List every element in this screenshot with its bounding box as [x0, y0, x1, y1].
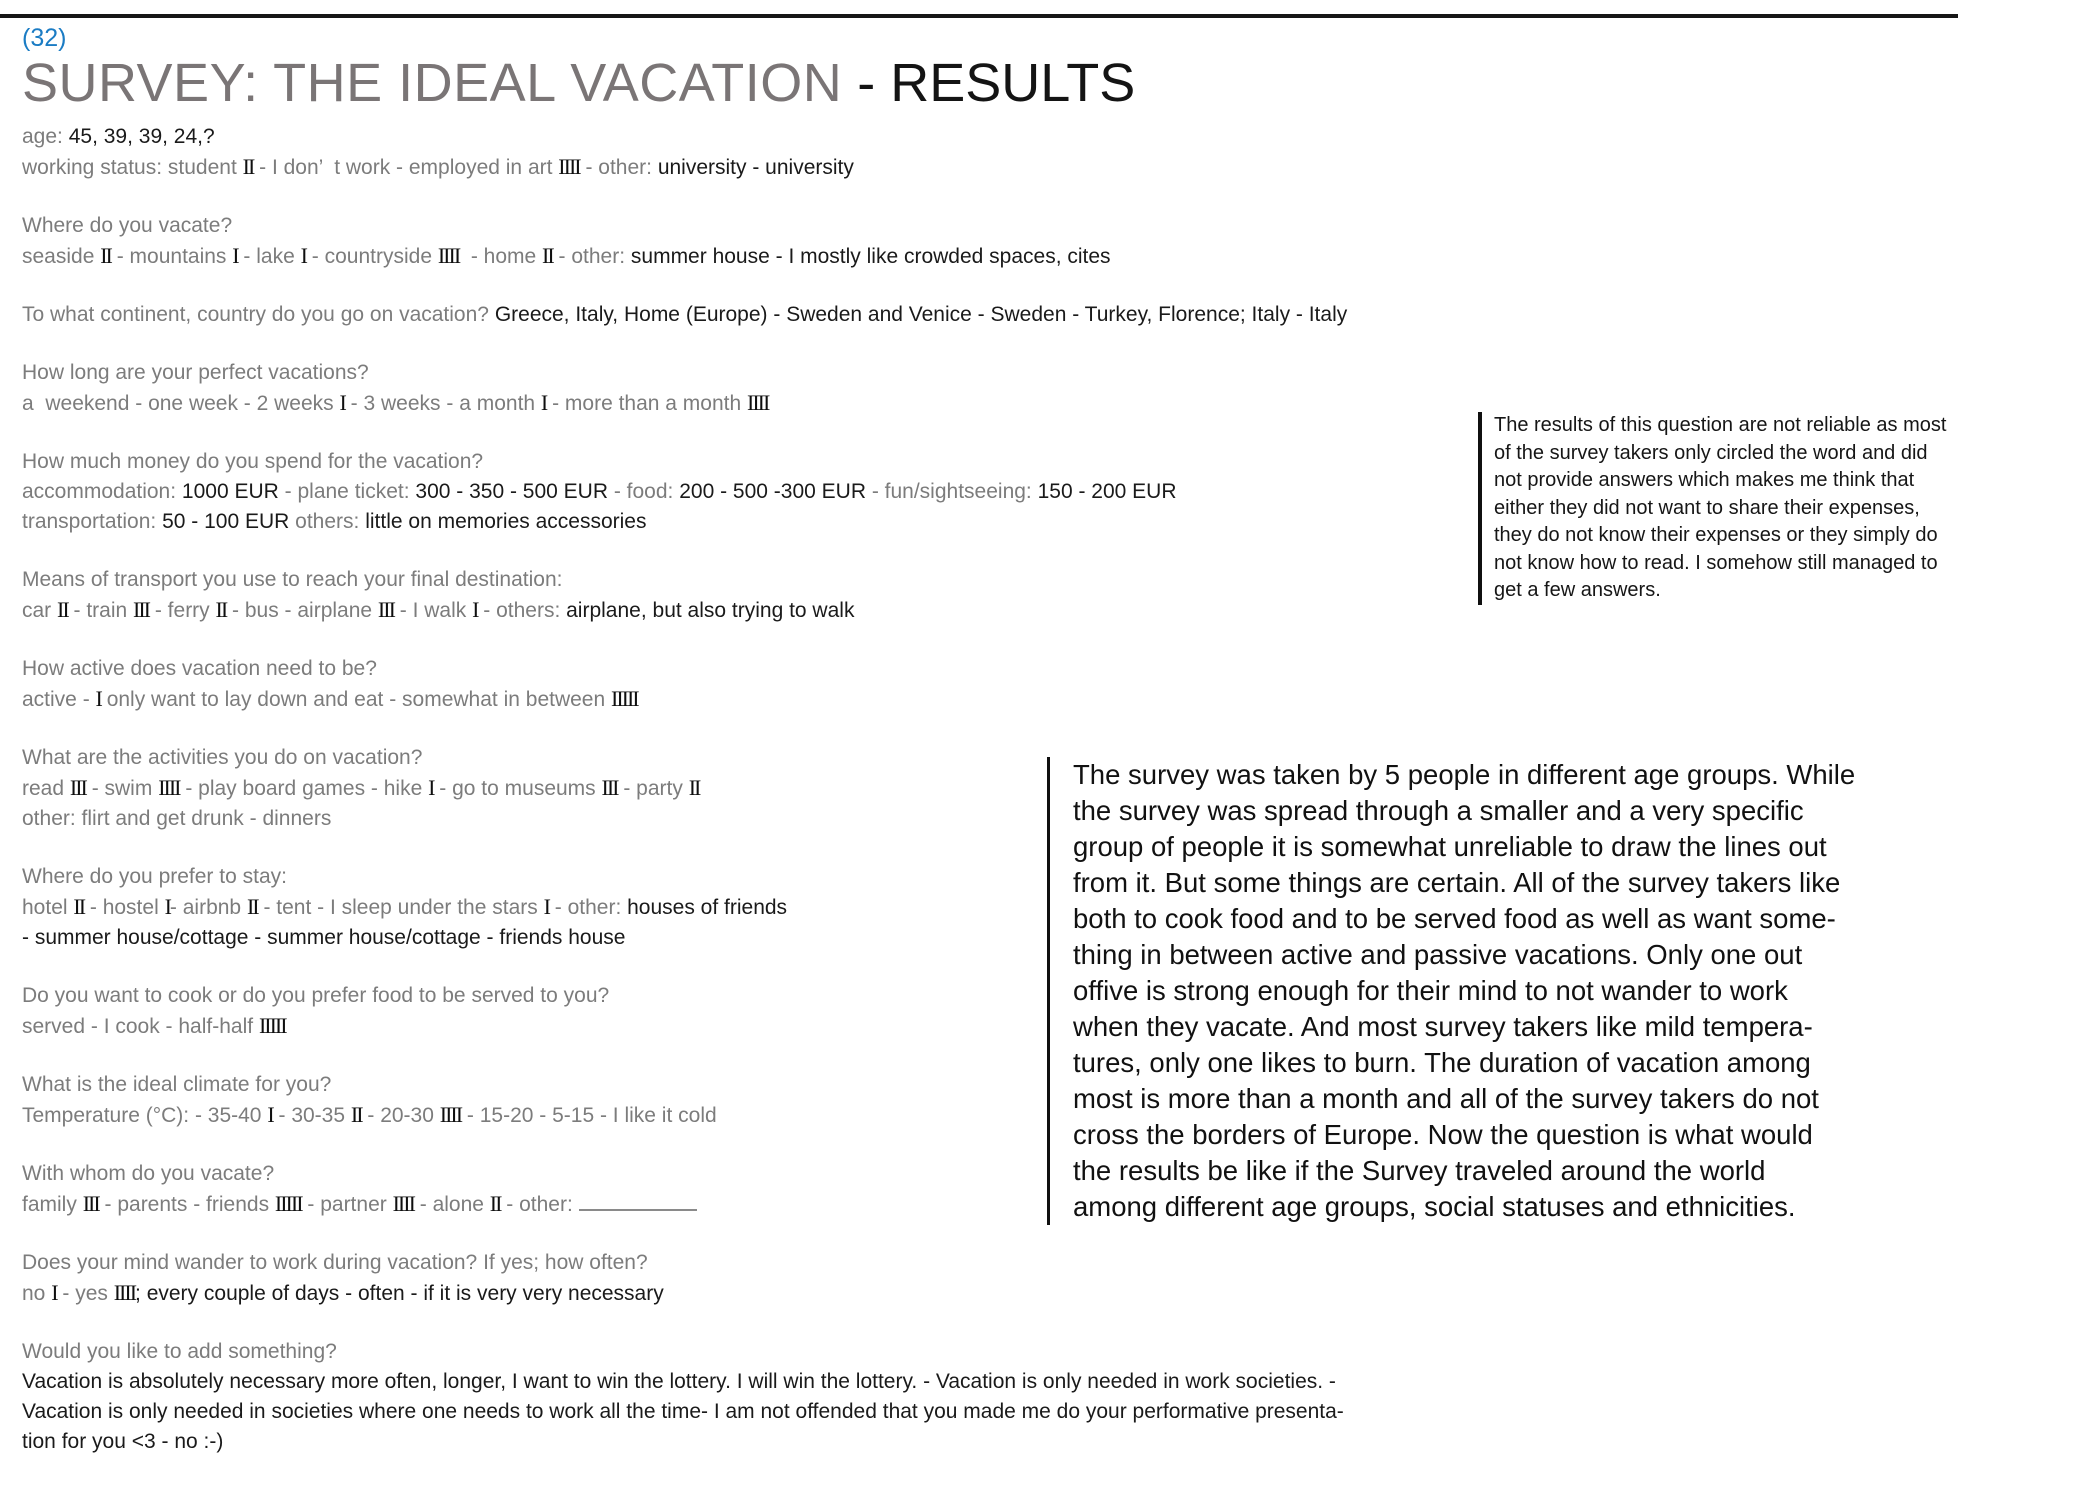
analysis-line: from it. But some things are certain. All of the survey takers like [1073, 867, 1841, 898]
text-segment-black: little on memories accessories [365, 510, 647, 533]
tally-marks: IIIII [258, 1013, 286, 1038]
survey-section [22, 447, 1482, 537]
survey-section [22, 1337, 1482, 1457]
text-segment-gray: Means of transport you use to reach your final destination: [22, 568, 563, 591]
tally-marks: I [540, 390, 547, 415]
page-title-results: - RESULTS [842, 53, 1136, 113]
tally-marks: II [688, 775, 700, 800]
page-number: (32) [22, 24, 67, 52]
text-segment-gray: - yes [56, 1282, 114, 1305]
tally-marks: III [82, 1191, 99, 1216]
text-segment-black: Greece, Italy, Home (Europe) - Sweden and Venice - Sweden - Turkey, Florence; Italy - Italy [494, 303, 1348, 326]
text-segment-gray: - lake [237, 245, 301, 268]
tally-marks: IIII [747, 390, 769, 415]
tally-marks: III [69, 775, 86, 800]
survey-line [22, 358, 1482, 388]
text-segment-gray: transportation: [22, 510, 163, 533]
text-segment-black: 150 - 200 EUR [1037, 480, 1177, 503]
text-segment-gray: - others: [477, 599, 567, 622]
text-segment-gray: - alone [413, 1193, 490, 1216]
tally-marks: I [472, 597, 478, 622]
note-line: either they did not want to share their expenses, [1494, 496, 1920, 519]
text-segment-black: ; every couple of days - often - if it is very very necessary [135, 1282, 664, 1305]
text-segment-gray: - I don’ t work - employed in art [253, 156, 559, 179]
text-segment-gray: How long are your perfect vacations? [22, 361, 369, 384]
text-segment-gray: - other: [500, 1193, 579, 1216]
analysis-line: offive is strong enough for their mind to not wander to work [1073, 975, 1788, 1006]
tally-marks: III [377, 597, 394, 622]
survey-section [22, 1248, 1482, 1309]
survey-line [22, 300, 1482, 330]
tally-marks: IIII [439, 1102, 462, 1127]
text-segment-gray: read [22, 777, 70, 800]
text-segment-gray: - 3 weeks - a month [344, 392, 541, 415]
tally-marks: II [215, 597, 227, 622]
text-segment-gray: - countryside [305, 245, 438, 268]
text-segment-black: summer house - I mostly like crowded spaces, cites [630, 245, 1111, 268]
text-segment-gray: Where do you vacate? [22, 214, 233, 237]
analysis-line: The survey was taken by 5 people in different age groups. While [1073, 759, 1856, 790]
text-segment-gray: active - [22, 688, 96, 711]
text-segment-gray: - go to museums [433, 777, 602, 800]
text-segment-black: 45, 39, 39, 24,? [68, 125, 215, 148]
tally-marks: IIII [392, 1191, 414, 1216]
survey-section [22, 300, 1482, 330]
text-segment-gray: - I walk [393, 599, 473, 622]
text-segment-gray: - airbnb [169, 896, 247, 919]
text-segment-gray: hotel [22, 896, 74, 919]
text-segment-gray: - play board games - hike [179, 777, 429, 800]
top-divider-rule [0, 14, 1958, 18]
text-segment-gray: - hostel [84, 896, 165, 919]
text-segment-gray: - swim [85, 777, 159, 800]
analysis-paragraph [1047, 757, 1855, 1225]
survey-line [22, 1278, 1482, 1309]
text-segment-gray: - parents - friends [98, 1193, 275, 1216]
tally-marks: IIII [113, 1280, 136, 1305]
note-line: not provide answers which makes me think that [1494, 469, 1915, 491]
note-line: they do not know their expenses or they simply do [1494, 524, 1938, 546]
text-segment-black: tion for you <3 - no :-) [22, 1430, 224, 1453]
tally-marks: I [543, 894, 549, 919]
text-segment-gray: other: flirt and get drunk - dinners [22, 807, 332, 830]
tally-marks: II [489, 1191, 501, 1216]
main-column [22, 24, 1482, 1485]
tally-marks: III [601, 775, 618, 800]
survey-line [22, 654, 1482, 684]
text-segment-gray: no [22, 1282, 52, 1305]
text-segment-gray: - partner [301, 1193, 393, 1216]
text-segment-gray: - ferry [149, 599, 216, 622]
survey-line [22, 684, 1482, 715]
text-segment-gray: - 30-35 [272, 1104, 351, 1127]
analysis-line: the results be like if the Survey traveled around the world [1073, 1155, 1766, 1186]
tally-marks: III [133, 597, 150, 622]
text-segment-black: Vacation is only needed in societies where one needs to work all the time- I am not offended that you made me do your performative presenta- [22, 1400, 1344, 1423]
text-segment-gray: only want to lay down and eat - somewhat in between [100, 688, 611, 711]
tally-marks: I [232, 243, 238, 268]
text-segment-gray: - other: [552, 245, 631, 268]
text-segment-gray: - more than a month [546, 392, 748, 415]
tally-marks: IIIII [274, 1191, 302, 1216]
survey-section [22, 654, 1482, 715]
survey-line [22, 595, 1482, 626]
text-segment-gray: - mountains [110, 245, 233, 268]
survey-line [22, 241, 1482, 272]
text-segment-gray: How active does vacation need to be? [22, 657, 377, 680]
text-segment-gray: others: [295, 510, 366, 533]
tally-marks: II [542, 243, 553, 268]
analysis-line: group of people it is somewhat unreliable to draw the lines out [1073, 831, 1827, 862]
survey-section [22, 565, 1482, 626]
text-segment-gray: Where do you prefer to stay: [22, 865, 287, 888]
tally-marks: I [164, 894, 170, 919]
tally-marks: I [300, 243, 306, 268]
text-segment-gray: - 20-30 [361, 1104, 440, 1127]
survey-section [22, 211, 1482, 272]
text-segment-gray: Do you want to cook or do you prefer food to be served to you? [22, 984, 610, 1007]
tally-marks: I [428, 775, 434, 800]
analysis-line: cross the borders of Europe. Now the question is what would [1073, 1119, 1813, 1150]
text-segment-black: university - university [657, 156, 854, 179]
tally-marks: I [95, 686, 101, 711]
text-segment-black: 50 - 100 EUR [162, 510, 296, 533]
text-segment-gray: - other: [548, 896, 628, 919]
survey-line [22, 1248, 1482, 1278]
survey-line [22, 1397, 1482, 1427]
page-title-survey: SURVEY: THE IDEAL VACATION [22, 53, 843, 113]
text-segment-gray: - food: [613, 480, 680, 503]
text-segment-gray: accommodation: [22, 480, 182, 503]
tally-marks: IIII [158, 775, 180, 800]
text-segment-black: Vacation is absolutely necessary more often, longer, I want to win the lottery. I will win the lottery. - Vacation is only needed in work societies. - [22, 1370, 1336, 1393]
tally-marks: I [339, 390, 345, 415]
text-segment-gray: car [22, 599, 58, 622]
margin-note-expenses [1478, 412, 1946, 605]
survey-line [22, 1367, 1482, 1397]
text-segment-gray: served - I cook - half-half [22, 1015, 259, 1038]
text-segment-gray: - party [617, 777, 689, 800]
text-segment-gray: - fun/sightseeing: [871, 480, 1038, 503]
text-segment-gray: Would you like to add something? [22, 1340, 337, 1363]
text-segment-gray: Does your mind wander to work during vacation? If yes; how often? [22, 1251, 648, 1274]
text-segment-gray: - plane ticket: [284, 480, 416, 503]
analysis-line: most is more than a month and all of the survey takers do not [1073, 1083, 1819, 1114]
tally-marks: II [57, 597, 68, 622]
note-line: get a few answers. [1494, 579, 1661, 601]
text-segment-gray: To what continent, country do you go on vacation? [22, 303, 495, 326]
page-title [22, 52, 1482, 114]
text-segment-gray: - other: [579, 156, 658, 179]
survey-line [22, 565, 1482, 595]
tally-marks: IIIII [611, 686, 638, 711]
survey-section [22, 122, 1482, 183]
tally-marks: IIII [558, 154, 580, 179]
text-segment-gray: - train [67, 599, 134, 622]
text-segment-gray: With whom do you vacate? [22, 1162, 275, 1185]
note-line: not know how to read. I somehow still managed to [1494, 551, 1938, 574]
analysis-line: tures, only one likes to burn. The duration of vacation among [1073, 1047, 1811, 1078]
note-line: of the survey takers only circled the word and did [1494, 441, 1928, 464]
survey-line [22, 388, 1482, 419]
text-segment-gray: - home [459, 245, 543, 268]
text-segment-black: - summer house/cottage - summer house/cottage - friends house [22, 926, 626, 949]
tally-marks: II [73, 894, 85, 919]
tally-marks: II [350, 1102, 362, 1127]
text-segment-black: 1000 EUR [181, 480, 285, 503]
text-segment-gray: family [22, 1193, 83, 1216]
text-segment-gray: - bus - airplane [226, 599, 378, 622]
text-segment-gray: age: [22, 125, 69, 148]
text-segment-gray: - 15-20 - 5-15 - I like it cold [461, 1104, 717, 1127]
text-segment-gray: How much money do you spend for the vacation? [22, 450, 484, 473]
analysis-line: among different age groups, social statuses and ethnicities. [1073, 1191, 1796, 1222]
blank-underline [579, 1194, 697, 1211]
analysis-line: thing in between active and passive vacations. Only one out [1073, 939, 1803, 970]
survey-line [22, 211, 1482, 241]
text-segment-gray: - tent - I sleep under the stars [257, 896, 544, 919]
text-segment-black: 200 - 500 -300 EUR [679, 480, 872, 503]
tally-marks: IIII [437, 243, 460, 268]
text-segment-black: houses of friends [627, 896, 788, 919]
analysis-line: when they vacate. And most survey takers like mild tempera- [1073, 1011, 1813, 1042]
survey-line [22, 507, 1482, 537]
survey-line [22, 477, 1482, 507]
survey-line [22, 447, 1482, 477]
text-segment-black: 300 - 350 - 500 EUR [415, 480, 614, 503]
tally-marks: II [242, 154, 254, 179]
text-segment-black: airplane, but also trying to walk [566, 599, 855, 622]
text-segment-gray: What are the activities you do on vacation? [22, 746, 423, 769]
survey-line [22, 152, 1482, 183]
text-segment-gray: working status: student [22, 156, 243, 179]
tally-marks: II [246, 894, 258, 919]
tally-marks: I [51, 1280, 57, 1305]
text-segment-gray: What is the ideal climate for you? [22, 1073, 332, 1096]
note-line: The results of this question are not reliable as most [1494, 414, 1947, 436]
survey-line [22, 1337, 1482, 1367]
survey-line [22, 122, 1482, 152]
text-segment-gray: Temperature (°C): - 35-40 [22, 1104, 268, 1127]
text-segment-gray: a weekend - one week - 2 weeks [22, 392, 340, 415]
analysis-line: both to cook food and to be served food as well as want some- [1073, 903, 1836, 934]
tally-marks: II [100, 243, 111, 268]
survey-line [22, 1427, 1482, 1457]
analysis-line: the survey was spread through a smaller and a very specific [1073, 795, 1804, 826]
text-segment-gray: seaside [22, 245, 101, 268]
tally-marks: I [267, 1102, 273, 1127]
survey-section [22, 358, 1482, 419]
